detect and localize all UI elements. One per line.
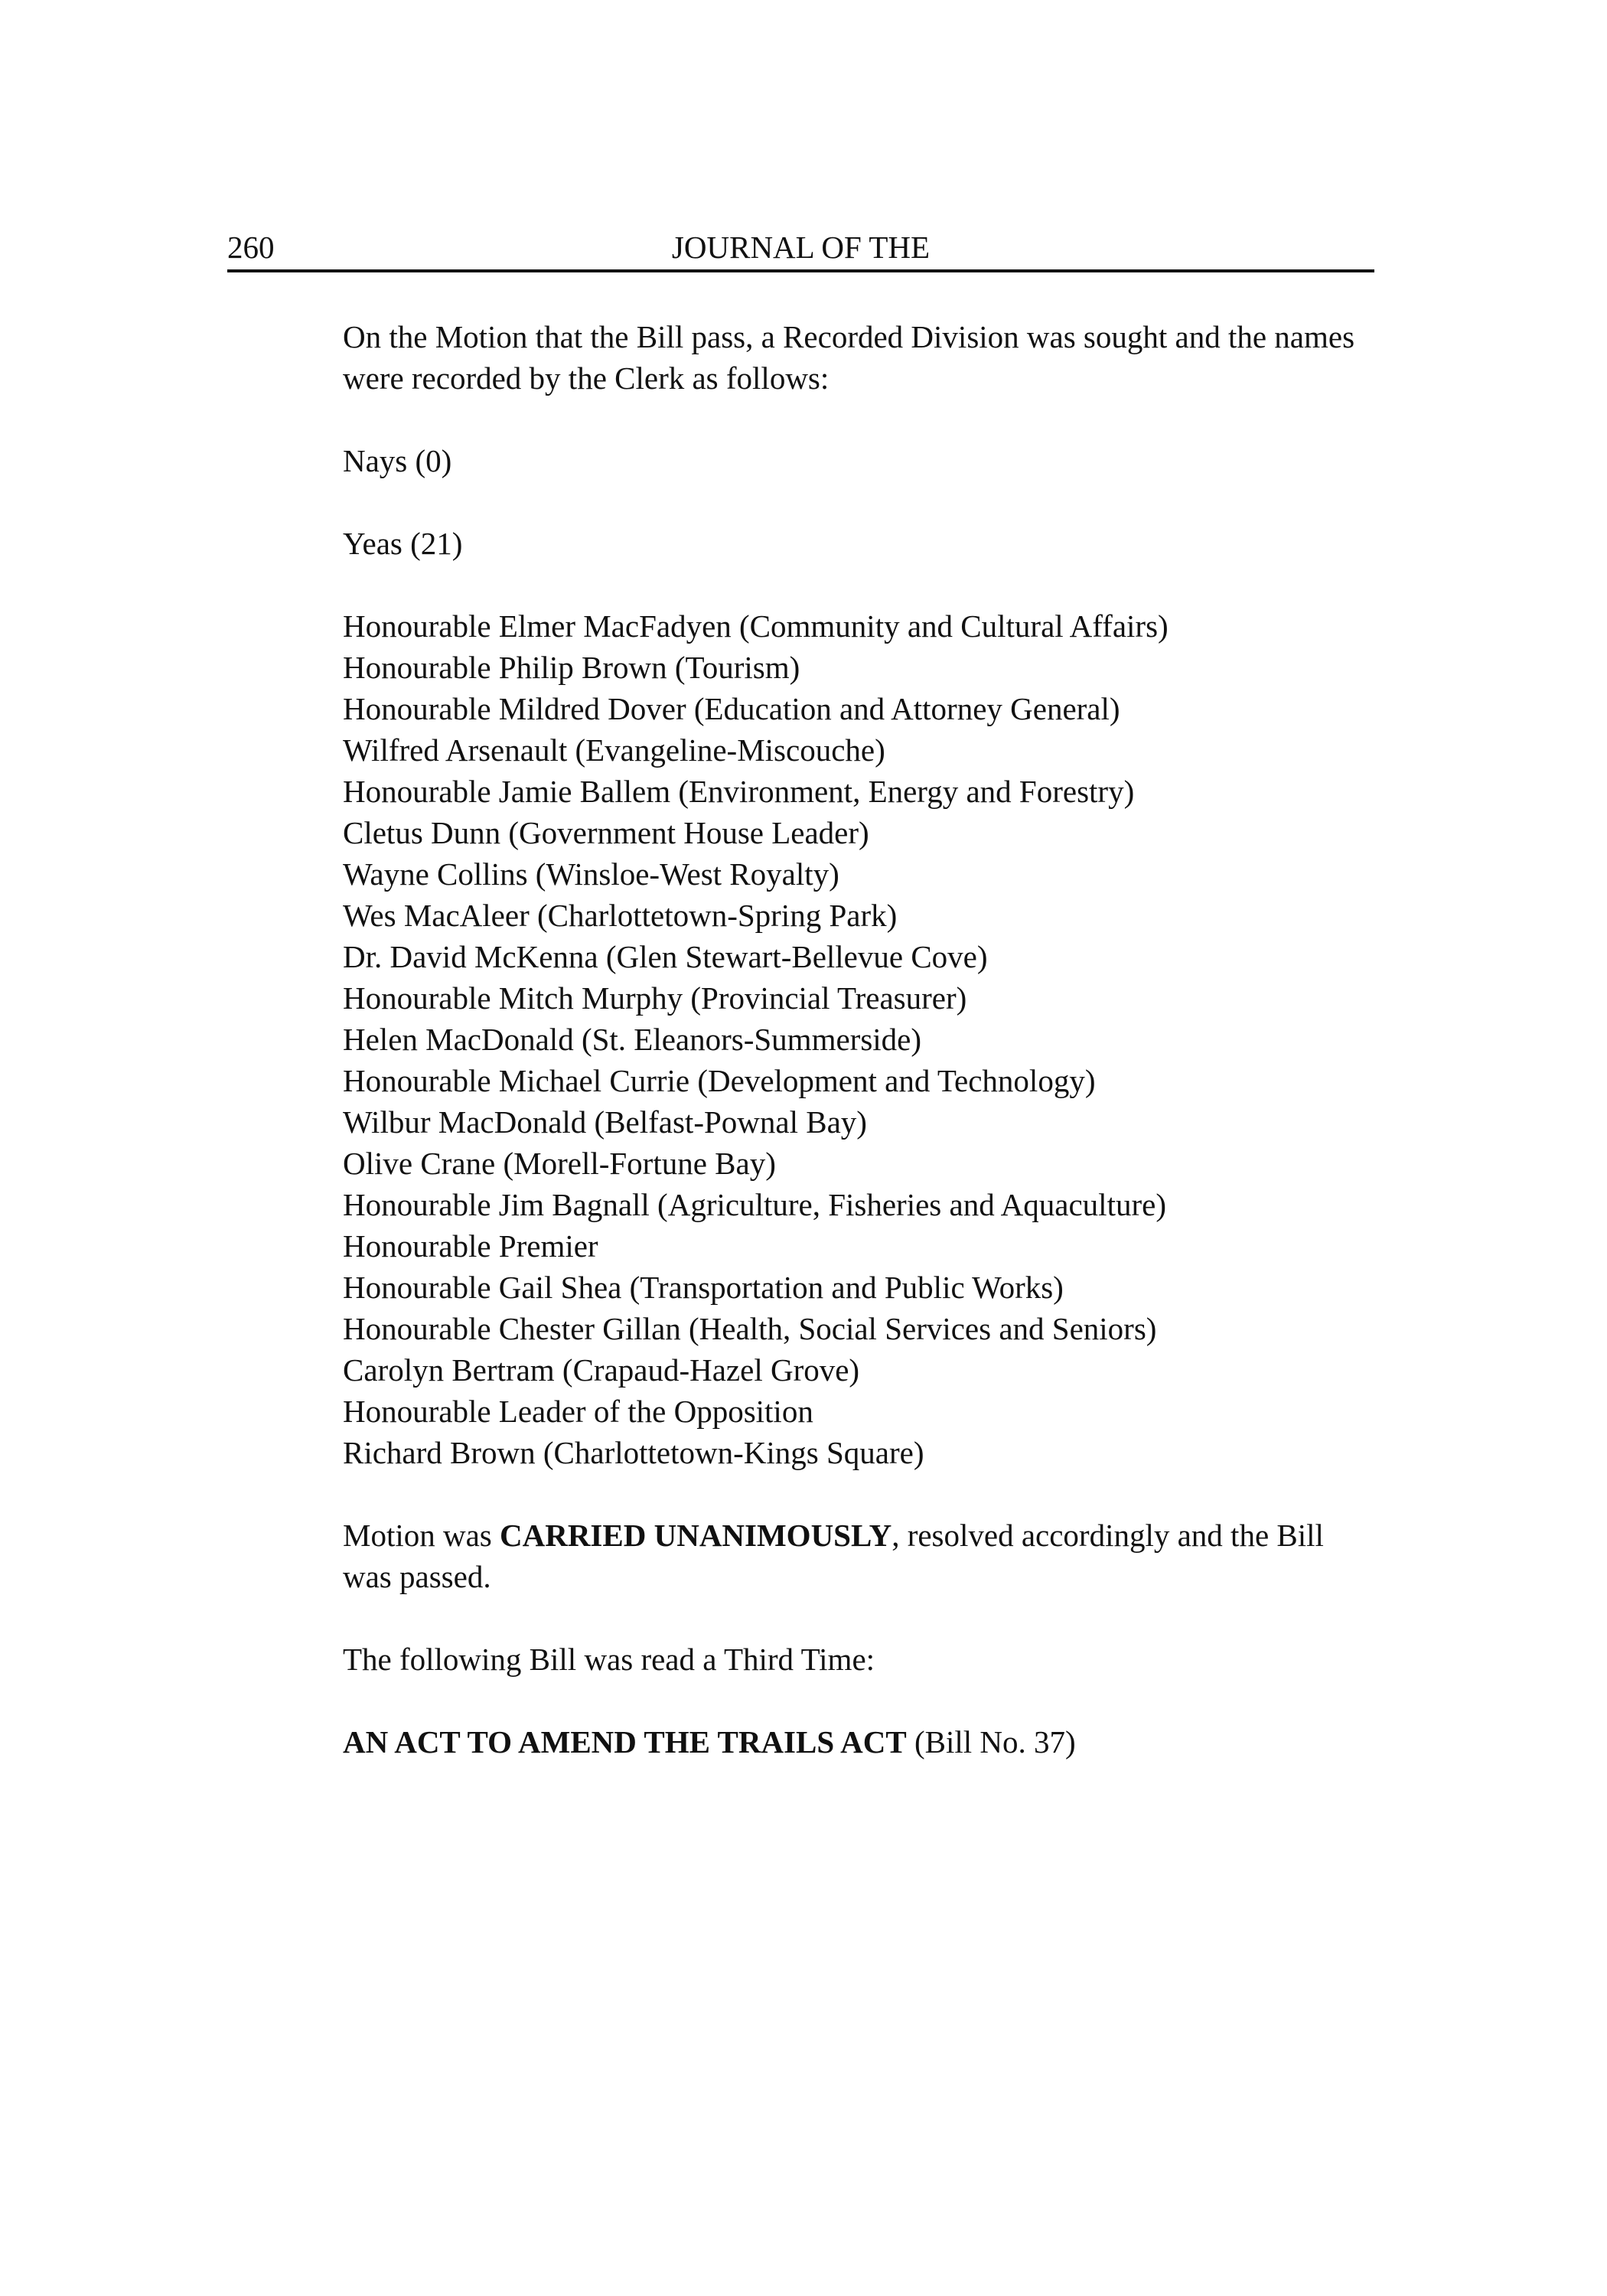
list-item: Honourable Mildred Dover (Education and Attorney General): [343, 691, 1120, 726]
yeas-count: Yeas (21): [343, 526, 463, 561]
list-item: Honourable Gail Shea (Transportation and Public Works): [343, 1270, 1064, 1305]
list-item: Honourable Premier: [343, 1228, 598, 1264]
list-item: Honourable Philip Brown (Tourism): [343, 650, 800, 685]
list-item: Honourable Michael Currie (Development and Technology): [343, 1063, 1096, 1098]
journal-body: [343, 316, 1376, 1763]
page-header: [227, 225, 1374, 272]
list-item: Wayne Collins (Winsloe-West Royalty): [343, 856, 839, 892]
list-item: Wes MacAleer (Charlottetown-Spring Park): [343, 898, 898, 933]
bill-title: AN ACT TO AMEND THE TRAILS ACT: [343, 1724, 907, 1760]
list-item: Honourable Jamie Ballem (Environment, Energy and Forestry): [343, 774, 1135, 809]
motion-result-status: CARRIED UNANIMOUSLY: [500, 1518, 892, 1553]
motion-intro-paragraph: On the Motion that the Bill pass, a Recorded Division was sought and the names were recorded by the Clerk as follows:: [343, 319, 1355, 396]
list-item: Helen MacDonald (St. Eleanors-Summerside): [343, 1022, 922, 1057]
list-item: Honourable Jim Bagnall (Agriculture, Fisheries and Aquaculture): [343, 1187, 1166, 1222]
nays-count: Nays (0): [343, 443, 452, 478]
list-item: Honourable Leader of the Opposition: [343, 1394, 813, 1429]
list-item: Dr. David McKenna (Glen Stewart-Bellevue Cove): [343, 939, 988, 974]
list-item: Wilfred Arsenault (Evangeline-Miscouche): [343, 732, 885, 768]
page-number: 260: [227, 230, 275, 265]
running-title: JOURNAL OF THE: [671, 230, 931, 265]
yeas-voter-list: [343, 605, 1376, 1473]
list-item: Richard Brown (Charlottetown-Kings Square): [343, 1435, 924, 1470]
list-item: Honourable Mitch Murphy (Provincial Treasurer): [343, 980, 967, 1016]
list-item: Honourable Chester Gillan (Health, Social Services and Seniors): [343, 1311, 1157, 1346]
list-item: Olive Crane (Morell-Fortune Bay): [343, 1146, 776, 1181]
list-item: Wilbur MacDonald (Belfast-Pownal Bay): [343, 1104, 867, 1140]
list-item: Carolyn Bertram (Crapaud-Hazel Grove): [343, 1352, 860, 1388]
motion-result-prefix: Motion was: [343, 1518, 500, 1553]
list-item: Honourable Elmer MacFadyen (Community and Cultural Affairs): [343, 608, 1169, 644]
bill-line: [343, 1721, 1376, 1763]
motion-result-paragraph: [343, 1515, 1376, 1597]
bill-number: (Bill No. 37): [906, 1724, 1076, 1760]
list-item: Cletus Dunn (Government House Leader): [343, 815, 869, 850]
motion-result-suffix: , resolved accordingly and the Bill was passed.: [343, 1518, 1324, 1594]
third-reading-intro: The following Bill was read a Third Time:: [343, 1642, 875, 1677]
